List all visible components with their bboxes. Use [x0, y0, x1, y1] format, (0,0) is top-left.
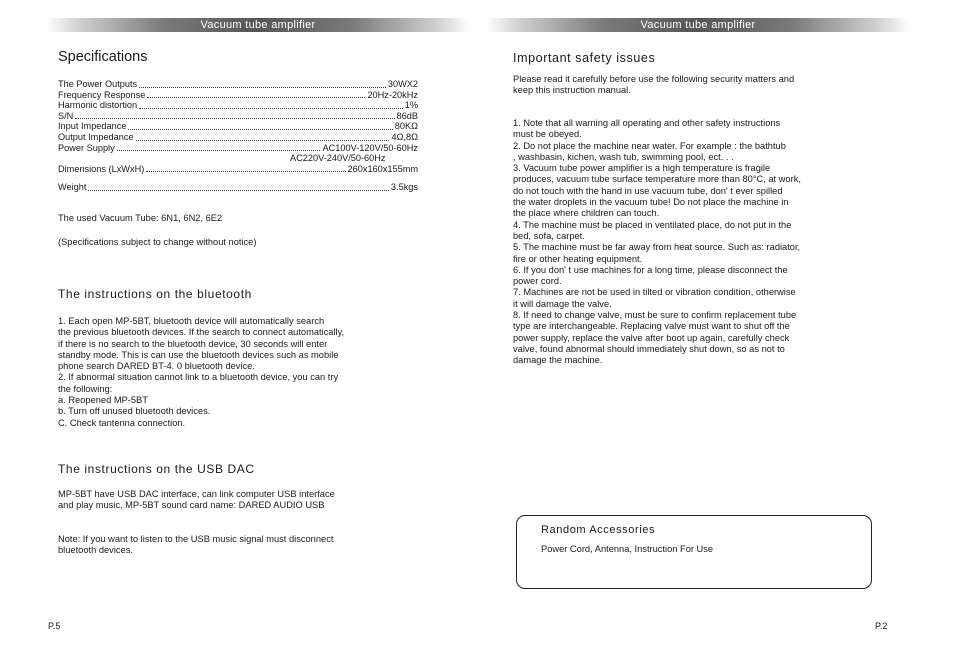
spec-value: 3.5kgs: [390, 182, 418, 193]
text-line: damage the machine.: [513, 355, 603, 366]
text-line: standby mode. This is can use the bluetooth devices such as mobile: [58, 349, 339, 360]
power-supply-line2: AC220V-240V/50-60Hz: [290, 153, 386, 164]
dot-leader: [139, 108, 403, 109]
text-line: fire or other heating equipment.: [513, 253, 643, 264]
spec-row-dimensions: [58, 164, 418, 175]
spec-label: Dimensions (LxWxH): [58, 163, 145, 174]
text-line: 1. Note that all warning all operating and other safety instructions: [513, 118, 781, 128]
spec-value: 4Ω,8Ω: [391, 131, 418, 142]
text-line: b. Turn off unused bluetooth devices.: [58, 406, 211, 417]
dot-leader: [146, 171, 345, 172]
text-line: 2. If abnormal situation cannot link to a bluetooth device, you can try: [58, 372, 339, 383]
text-line: 3. Vacuum tube power amplifier is a high temperature is fragile: [513, 163, 771, 174]
spec-row-weight: [58, 182, 418, 193]
spec-value: 86dB: [396, 110, 418, 121]
text-line: valve, found abnormal should immediately shut down, so as not to: [513, 343, 785, 354]
text-line: C. Check tantenna connection.: [58, 417, 186, 428]
spec-row: [58, 79, 418, 90]
right-page: [476, 0, 953, 650]
spec-label: Output Impedance: [58, 131, 134, 142]
bluetooth-instructions: [58, 316, 344, 429]
spec-row: [58, 90, 418, 101]
page-number: P.5: [48, 621, 61, 631]
left-banner: Vacuum tube amplifier: [46, 18, 470, 32]
text-line: , washbasin, kichen, wash tub, swimming pool, ect. . .: [513, 151, 734, 162]
text-line: the following:: [58, 383, 113, 394]
text-line: 8. If need to change valve, must be sure to confirm replacement tube: [513, 310, 797, 321]
text-line: power cord.: [513, 276, 562, 287]
spec-value: 80KΩ: [394, 121, 418, 132]
spec-label: Weight: [58, 182, 87, 193]
text-line: the previous bluetooth devices. If the search to connect automatically,: [58, 327, 345, 338]
spec-value: 260x160x155mm: [347, 163, 418, 174]
spec-row: [58, 121, 418, 132]
text-line: the water droplets in the vacuum tube! Do not place the machine in: [513, 197, 789, 208]
text-line: power supply, replace the valve after boot up again, carefully check: [513, 332, 790, 343]
spec-row: [58, 132, 418, 143]
text-line: phone search DARED BT-4. 0 bluetooth device.: [58, 361, 255, 372]
text-line: 2. Do not place the machine near water. For example : the bathtub: [513, 140, 786, 151]
specifications-title: Specifications: [58, 49, 148, 65]
spec-label: Power Supply: [58, 142, 115, 153]
text-line: Please read it carefully before use the following security matters and: [513, 74, 795, 84]
dot-leader: [75, 118, 394, 119]
text-line: type are interchangeable. Replacing valve must want to shut off the: [513, 321, 790, 332]
bluetooth-title: The instructions on the bluetooth: [58, 287, 252, 301]
text-line: keep this instruction manual.: [513, 85, 631, 96]
dot-leader: [139, 87, 386, 88]
text-line: 4. The machine must be placed in ventilated place, do not put in the: [513, 219, 792, 230]
spec-value: 30WX2: [387, 79, 418, 89]
dot-leader: [128, 129, 392, 130]
text-line: it will damage the valve.: [513, 298, 612, 309]
dot-leader: [88, 190, 388, 191]
usb-dac-note: [58, 534, 333, 557]
text-line: must be obeyed.: [513, 129, 582, 140]
accessories-title: Random Accessories: [541, 524, 656, 536]
spec-table: [58, 79, 418, 193]
spec-row: [58, 143, 418, 154]
text-line: a. Reopened MP-5BT: [58, 395, 148, 406]
spec-row: [58, 100, 418, 111]
spec-change-note: (Specifications subject to change without notice): [58, 237, 257, 247]
dot-leader: [147, 97, 365, 98]
text-line: 5. The machine must be far away from heat source. Such as: radiator,: [513, 242, 801, 253]
page-number: P.2: [875, 621, 888, 631]
text-line: produces, vacuum tube surface temperature more than 80°C, at work,: [513, 174, 801, 185]
spec-value: AC100V-120V/50-60Hz: [322, 142, 418, 153]
safety-title: Important safety issues: [513, 51, 656, 65]
spec-label: Input Impedance: [58, 121, 127, 132]
spec-row: [58, 111, 418, 122]
text-line: and play music, MP-5BT sound card name: DARED AUDIO USB: [58, 500, 325, 511]
usb-dac-instructions: [58, 489, 335, 512]
text-line: if there is no search to the bluetooth device, 30 seconds will enter: [58, 338, 328, 349]
text-line: bluetooth devices.: [58, 545, 133, 556]
spec-label: Frequency Response: [58, 89, 146, 100]
accessories-box: [516, 515, 872, 589]
text-line: Note: If you want to listen to the USB music signal must disconnect: [58, 534, 334, 544]
safety-intro: [513, 74, 794, 97]
text-line: 7. Machines are not be used in tilted or vibration condition, otherwise: [513, 287, 796, 298]
dot-leader: [117, 150, 321, 151]
text-line: do not touch with the hand in use vacuum tube, don' t ever spilled: [513, 185, 783, 196]
spec-value: 20Hz-20kHz: [367, 89, 418, 100]
dot-leader: [136, 140, 390, 141]
usb-dac-title: The instructions on the USB DAC: [58, 462, 255, 476]
accessories-content: Power Cord, Antenna, Instruction For Use: [541, 544, 714, 554]
text-line: 1. Each open MP-5BT, bluetooth device will automatically search: [58, 316, 325, 326]
text-line: MP-5BT have USB DAC interface, can link computer USB interface: [58, 489, 335, 499]
spec-label: Harmonic distortion: [58, 100, 138, 111]
text-line: 6. If you don' t use machines for a long time, please disconnect the: [513, 264, 788, 275]
text-line: bed, sofa, carpet.: [513, 230, 585, 241]
vacuum-tubes-text: The used Vacuum Tube: 6N1, 6N2, 6E2: [58, 213, 223, 223]
left-page: [0, 0, 476, 650]
safety-list: [513, 118, 801, 367]
spec-label: The Power Outputs: [58, 79, 138, 89]
right-banner: Vacuum tube amplifier: [486, 18, 910, 32]
spec-label: S/N: [58, 110, 74, 121]
text-line: the place where children can touch.: [513, 208, 660, 219]
spec-value: 1%: [404, 100, 418, 111]
